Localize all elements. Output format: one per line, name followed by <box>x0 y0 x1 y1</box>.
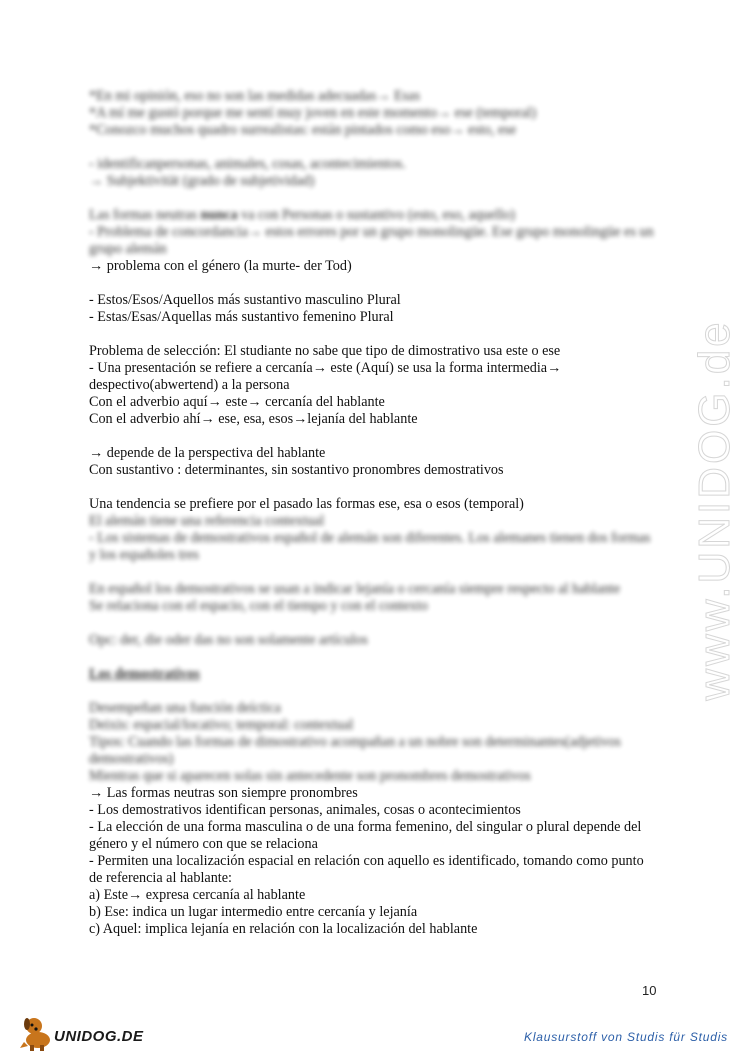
text-line: c) Aquel: implica lejanía en relación con la localización del hablante <box>89 921 478 937</box>
text-line: Con sustantivo : determinantes, sin sostantivo pronombres demostrativos <box>89 462 504 478</box>
dog-icon <box>18 1012 58 1052</box>
text-line: despectivo(abwertend) a la persona <box>89 377 290 393</box>
blurred-line: *A mí me gustó porque me sentí muy joven en este momento→ ese (temporal) <box>89 105 537 121</box>
text-line: Una tendencia se prefiere por el pasado las formas ese, esa o esos (temporal) <box>89 496 524 512</box>
page-number: 10 <box>642 983 657 998</box>
blurred-line: - identificanpersonas, animales, cosas, acontecimientos. <box>89 156 406 172</box>
blurred-line: Opc: der, die oder das no son solamente artículos <box>89 632 368 648</box>
logo-text: UNIDOG.DE <box>54 1028 144 1045</box>
blurred-line <box>89 207 659 224</box>
text-line: a) Este→ expresa cercanía al hablante <box>89 887 306 903</box>
text-line: → problema con el género (la murte- der Tod) <box>89 258 352 274</box>
blurred-line: Deixis: espacial/locativo; temporal: contextual <box>89 717 354 733</box>
unidog-logo <box>18 1012 168 1052</box>
text-line: - Los demostrativos identifican personas, animales, cosas o acontecimientos <box>89 802 521 818</box>
blurred-line: - Problema de concordancia→ estos errores por un grupo monolingüe. Ese grupo monolingüe es un grupo alemán <box>89 224 654 257</box>
text-line: - La elección de una forma masculina o de una forma femenino, del singular o plural depende del género y el número con que se relaciona <box>89 819 642 852</box>
blurred-line: *Conozco muchos quadro surrealistas: están pintados como eso→ esto, ese <box>89 122 517 138</box>
blurred-heading: Los demostrativos <box>89 666 200 682</box>
blurred-line: → Subjektivität (grado de subjetividad) <box>89 173 315 189</box>
blurred-bold-text: nunca <box>200 207 238 223</box>
text-line: → depende de la perspectiva del hablante <box>89 445 326 461</box>
blurred-line: En español los demostrativos se usan a indicar lejanía o cercanía siempre respecto al hablante <box>89 581 621 597</box>
text-line: - Estos/Esos/Aquellos más sustantivo masculino Plural <box>89 292 401 308</box>
blurred-line: El alemán tiene una referencia contextual <box>89 513 325 529</box>
text-line: Con el adverbio aquí→ este→ cercanía del hablante <box>89 394 385 410</box>
blurred-text: Las formas neutras <box>89 207 201 223</box>
blurred-line: Tipos: Cuando las formas de dimostrativo acompañan a un nobre son determinantes(adjetivos demostrativos) <box>89 734 621 767</box>
blurred-line: - Los sistemas de demostrativos español de alemán son diferentes. Los alemanes tienen dos formas y los españoles tres <box>89 530 651 563</box>
text-line: Con el adverbio ahí→ ese, esa, esos→lejanía del hablante <box>89 411 418 427</box>
watermark-text: www.UNIDOG.de <box>690 319 739 701</box>
page-content <box>89 88 659 938</box>
footer-tagline: Klausurstoff von Studis für Studis <box>524 1030 728 1044</box>
text-line: b) Ese: indica un lugar intermedio entre cercanía y lejanía <box>89 904 418 920</box>
blurred-line: Se relaciona con el espacio, con el tiempo y con el contexto <box>89 598 428 614</box>
text-line: - Estas/Esas/Aquellas más sustantivo femenino Plural <box>89 309 394 325</box>
text-line: - Una presentación se refiere a cercanía→ este (Aquí) se usa la forma intermedia→ <box>89 360 562 376</box>
watermark <box>690 280 740 740</box>
blurred-line: Mientras que si aparecen solas sin antecedente son pronombres demostrativos <box>89 768 531 784</box>
blurred-text: va con Personas o sustantivo (esto, eso, aquello) <box>237 207 515 223</box>
text-line: - Permiten una localización espacial en relación con aquello es identificado, tomando como punto de referencia al hablante: <box>89 853 644 886</box>
blurred-line: *En mi opinión, eso no son las medidas adecuadas→ Esas <box>89 88 420 104</box>
text-line: → Las formas neutras son siempre pronombres <box>89 785 358 801</box>
blurred-line: Desempeñan una función deíctica <box>89 700 281 716</box>
text-line: Problema de selección: El studiante no sabe que tipo de dimostrativo usa este o ese <box>89 343 561 359</box>
